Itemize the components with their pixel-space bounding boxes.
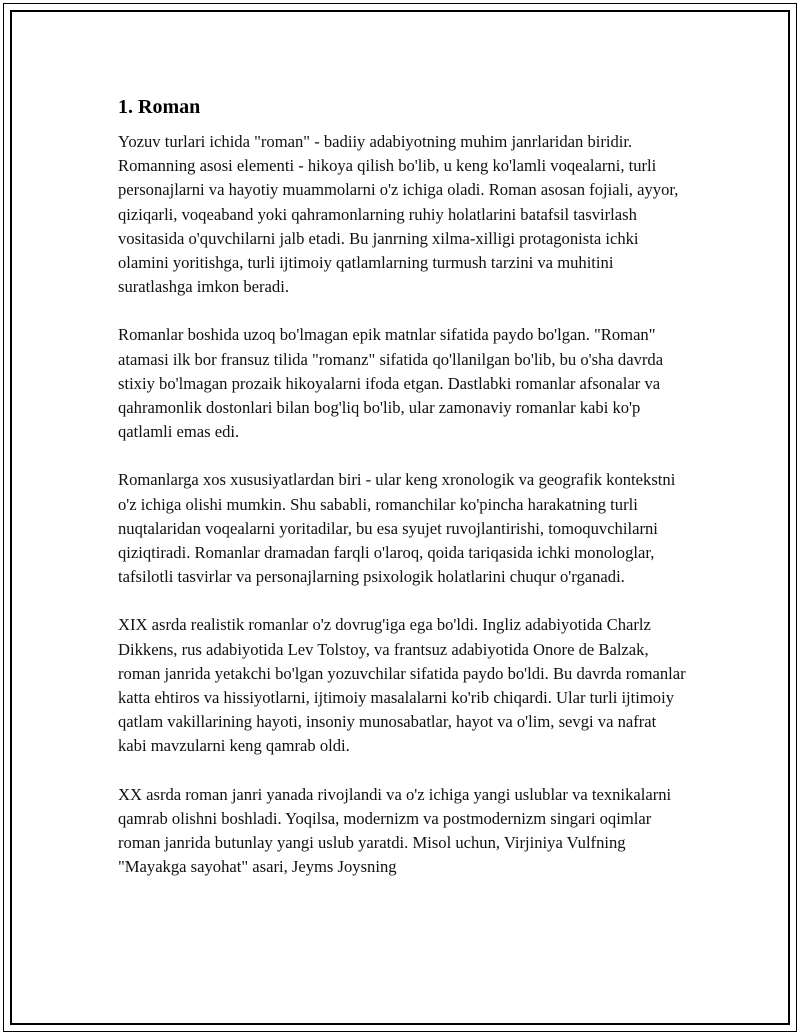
paragraph-4: XIX asrda realistik romanlar o'z dovrug'iga ega bo'ldi. Ingliz adabiyotida Charlz Dikkens, rus adabiyotida Lev Tolstoy, va frantsuz adabiyotida Onore de Balzak, roman janrida yetakchi bo'lgan yozuvchilar sifatida paydo bo'ldi. Bu davrda romanlar katta ehtiros va hissiyotlarni, ijtimoiy masalalarni ko'rib chiqardi. Ular turli ijtimoiy qatlam vakillarining hayoti, insoniy munosabatlar, hayot va o'lim, sevgi va nafrat kabi mavzularni keng qamrab oldi.	[118, 615, 686, 756]
paragraph-2: Romanlar boshida uzoq bo'lmagan epik matnlar sifatida paydo bo'lgan. "Roman" atamasi ilk bor fransuz tilida "romanz" sifatida qo'llanilgan bo'lib, bu o'sha davrda stixiy bo'lmagan prozaik hikoyalarni ifoda etgan. Dastlabki romanlar afsonalar va qahramonlik dostonlari bilan bog'liq bo'lib, ular zamonaviy romanlar kabi ko'p qatlamli emas edi.	[118, 325, 664, 442]
paragraph-1: Yozuv turlari ichida "roman" - badiiy adabiyotning muhim janrlaridan biridir. Romanning asosi elementi - hikoya qilish bo'lib, u keng ko'lamli voqealarni, turli personajlarni va hayotiy muammolarni o'z ichiga oladi. Roman asosan fojiali, ayyor, qiziqarli, voqeaband yoki qahramonlarning ruhiy holatlarini batafsil tasvirlash vositasida o'quvchilarni jalb etadi. Bu janrning xilma-xilligi protagonista ichki olamini yoritishga, turli ijtimoiy qatlamlarning turmush tarzini va muhitini suratlashga imkon beradi.	[118, 132, 679, 297]
paragraph-3: Romanlarga xos xususiyatlardan biri - ular keng xronologik va geografik kontekstni o'z ichiga olishi mumkin. Shu sababli, romanchilar ko'pincha harakatning turli nuqtalaridan voqealarni yoritadilar, bu esa syujet ruvojlantirishi, tomoquvchilarni qiziqtiradi. Romanlar dramadan farqli o'laroq, qoida tariqasida ichki monologlar, tafsilotli tasvirlar va personajlarning psixologik holatlarini chuqur o'rganadi.	[118, 470, 676, 587]
section-heading: 1. Roman	[118, 96, 201, 118]
paragraph-5: XX asrda roman janri yanada rivojlandi va o'z ichiga yangi uslublar va texnikalarni qamrab olishni boshladi. Yoqilsa, modernizm va postmodernizm singari oqimlar roman janrida butunlay yangi uslub yaratdi. Misol uchun, Virjiniya Vulfning "Mayakga sayohat" asari, Jeyms Joysning	[118, 784, 672, 877]
document-body	[118, 94, 688, 903]
